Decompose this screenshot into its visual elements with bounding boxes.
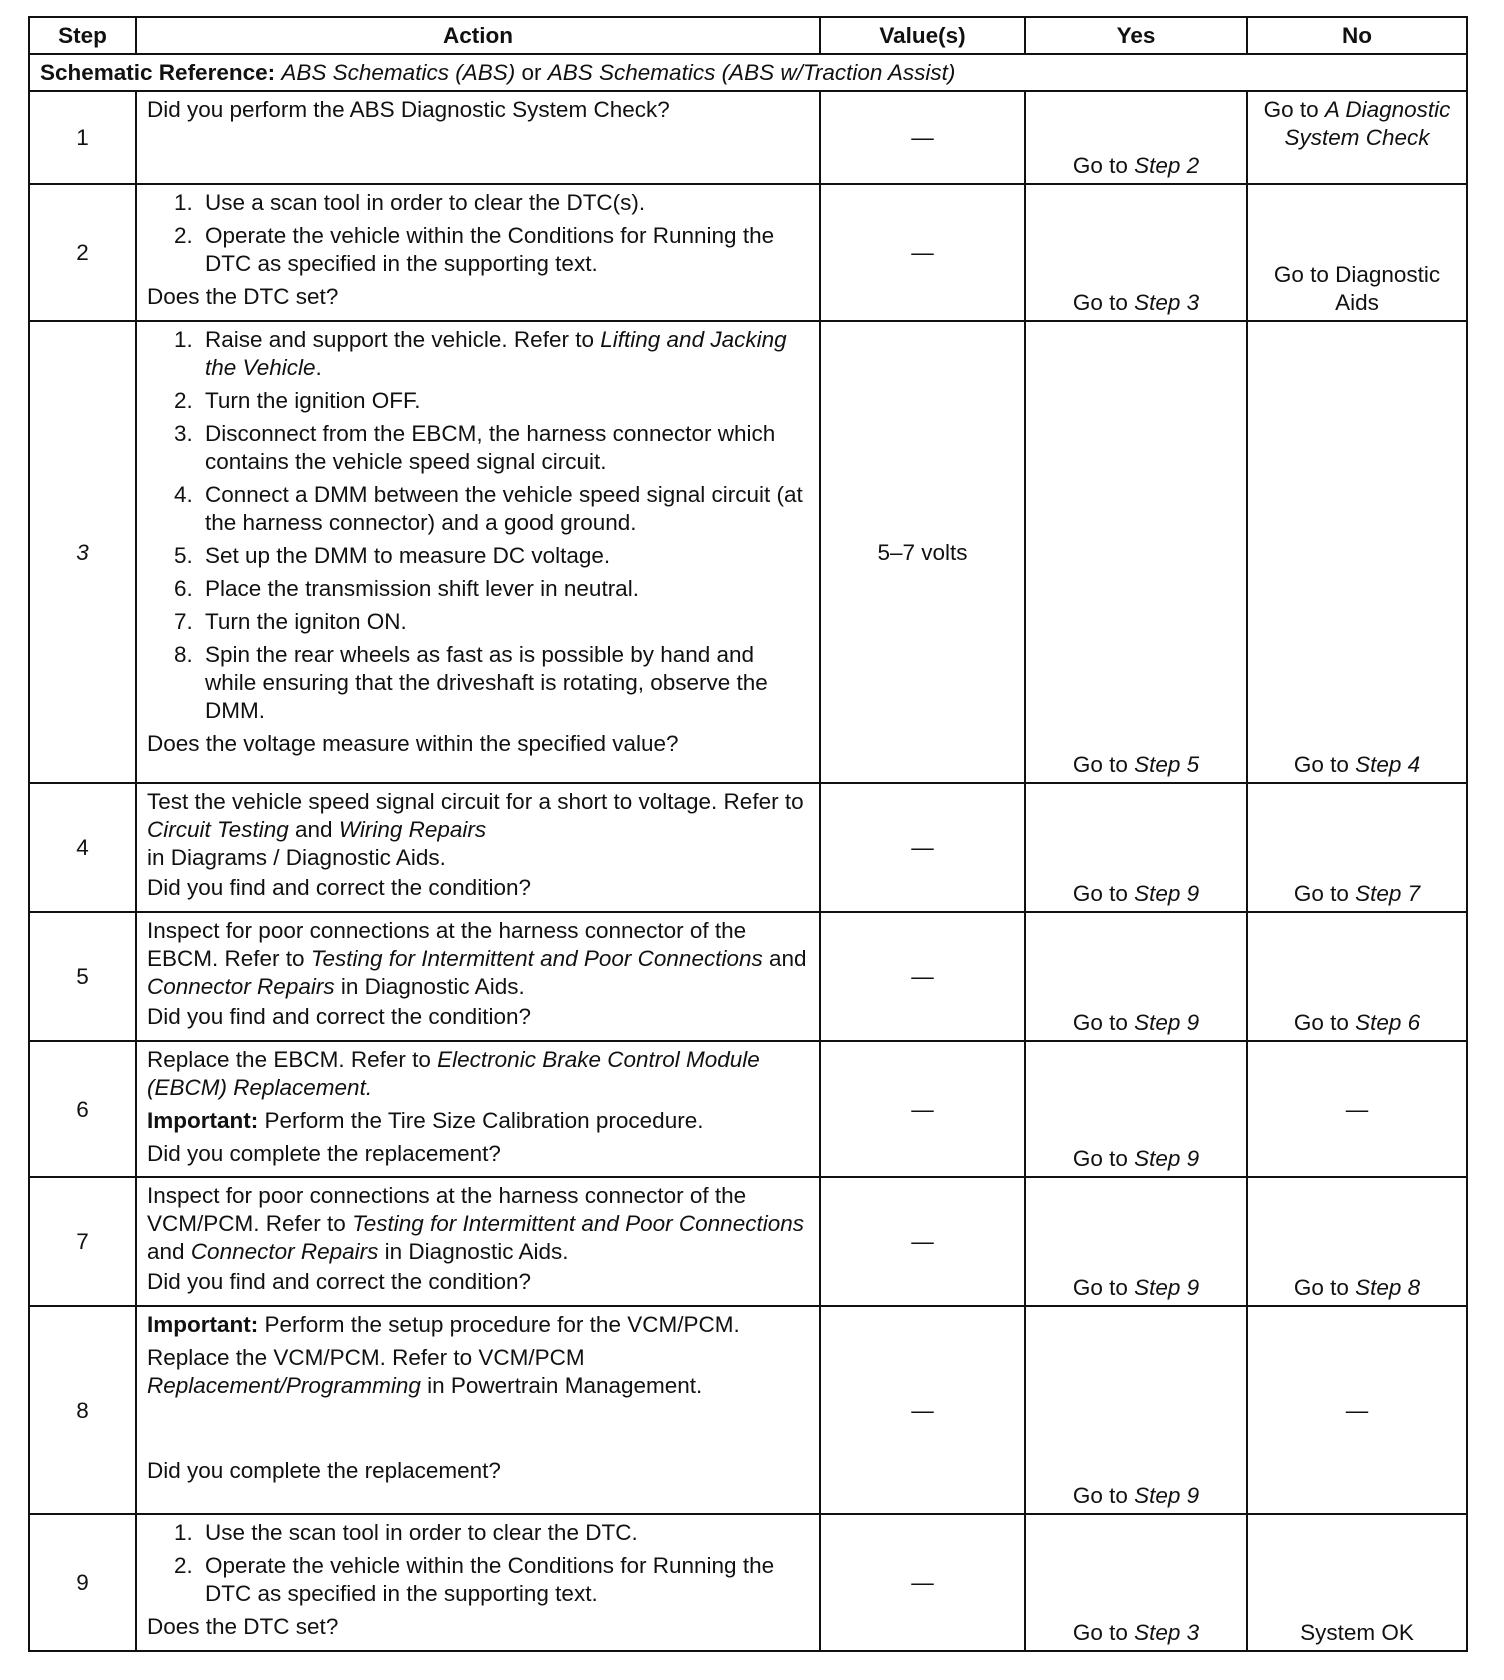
list-item: 1. Use a scan tool in order to clear the DTC(s). [199, 189, 809, 217]
step-number: 8 [29, 1306, 136, 1514]
header-action: Action [136, 17, 820, 54]
action-text: Inspect for poor connections at the harness connector of the EBCM. Refer to [147, 918, 747, 971]
no-link[interactable]: Step 7 [1355, 881, 1421, 906]
step-number: 9 [29, 1514, 136, 1651]
no-cell: System OK [1247, 1514, 1467, 1651]
table-row-step-9 [29, 1514, 1467, 1651]
value-cell: — [820, 912, 1025, 1041]
schematic-or: or [521, 60, 542, 85]
no-cell[interactable]: Go to Diagnostic Aids [1247, 184, 1467, 321]
yes-cell [1025, 1306, 1247, 1514]
action-cell [136, 1177, 820, 1306]
list-item: 7. Turn the igniton ON. [199, 608, 809, 636]
no-cell: — [1247, 1041, 1467, 1177]
important-label: Important: [147, 1108, 259, 1133]
action-text: Replace the VCM/PCM. Refer to VCM/PCM [147, 1345, 585, 1370]
action-paragraph [147, 1046, 809, 1102]
yes-cell [1025, 1514, 1247, 1651]
schematic-reference-row [29, 54, 1467, 91]
yes-goto: Go to [1072, 752, 1128, 777]
action-text: Test the vehicle speed signal circuit for a short to voltage. Refer to [147, 789, 804, 814]
step-number: 5 [29, 912, 136, 1041]
no-cell [1247, 783, 1467, 912]
connector-repairs-link[interactable]: Connector Repairs [147, 974, 335, 999]
table-row-step-5 [29, 912, 1467, 1041]
no-goto: Go to [1293, 752, 1349, 777]
value-cell: — [820, 1306, 1025, 1514]
yes-goto: Go to [1072, 153, 1128, 178]
action-text: in Diagnostic Aids. [384, 1239, 569, 1264]
important-text: Perform the setup procedure for the VCM/PCM. [264, 1312, 740, 1337]
yes-cell [1025, 1041, 1247, 1177]
list-item: 3. Disconnect from the EBCM, the harness connector which contains the vehicle speed signal circuit. [199, 420, 809, 476]
header-step: Step [29, 17, 136, 54]
ebcm-replacement-link[interactable]: Electronic Brake Control Module (EBCM) Replacement. [147, 1047, 760, 1100]
no-cell [1247, 321, 1467, 783]
yes-cell [1025, 91, 1247, 184]
circuit-testing-link[interactable]: Circuit Testing [147, 817, 289, 842]
diagnostic-table [28, 16, 1468, 1652]
important-note [147, 1311, 809, 1339]
step-number: 2 [29, 184, 136, 321]
action-cell [136, 1041, 820, 1177]
step-number: 6 [29, 1041, 136, 1177]
no-link[interactable]: Step 4 [1355, 752, 1421, 777]
yes-link[interactable]: Step 3 [1134, 290, 1200, 315]
action-question: Did you find and correct the condition? [147, 1004, 531, 1029]
yes-link[interactable]: Step 5 [1134, 752, 1200, 777]
list-item: 2. Operate the vehicle within the Conditions for Running the DTC as specified in the supporting text. [199, 1552, 809, 1608]
action-list [147, 189, 809, 278]
yes-link[interactable]: Step 2 [1134, 153, 1200, 178]
list-item: 5. Set up the DMM to measure DC voltage. [199, 542, 809, 570]
vcm-pcm-replacement-link[interactable]: Replacement/Programming [147, 1373, 421, 1398]
action-text: in Diagnostic Aids. [340, 974, 525, 999]
list-item: 4. Connect a DMM between the vehicle speed signal circuit (at the harness connector) and a good ground. [199, 481, 809, 537]
no-cell [1247, 91, 1467, 184]
no-goto: Go to [1263, 97, 1319, 122]
no-link[interactable]: Step 6 [1355, 1010, 1421, 1035]
yes-link[interactable]: Step 3 [1134, 1620, 1200, 1645]
step-number: 4 [29, 783, 136, 912]
important-text: Perform the Tire Size Calibration procedure. [264, 1108, 704, 1133]
no-goto: Go to [1293, 1010, 1349, 1035]
action-and: and [769, 946, 807, 971]
action-question: Did you find and correct the condition? [147, 1269, 531, 1294]
list-item: 8. Spin the rear wheels as fast as is possible by hand and while ensuring that the driveshaft is rotating, observe the DMM. [199, 641, 809, 725]
no-cell: — [1247, 1306, 1467, 1514]
yes-goto: Go to [1072, 881, 1128, 906]
step-number: 1 [29, 91, 136, 184]
action-cell [136, 91, 820, 184]
action-question: Does the voltage measure within the specified value? [147, 731, 679, 756]
yes-cell [1025, 321, 1247, 783]
action-list [147, 326, 809, 725]
no-cell [1247, 912, 1467, 1041]
header-row [29, 17, 1467, 54]
yes-goto: Go to [1072, 1620, 1128, 1645]
no-goto: Go to [1293, 1275, 1349, 1300]
action-and: and [147, 1239, 185, 1264]
yes-link[interactable]: Step 9 [1134, 881, 1200, 906]
list-item: 2. Operate the vehicle within the Conditions for Running the DTC as specified in the supporting text. [199, 222, 809, 278]
table-row-step-7 [29, 1177, 1467, 1306]
value-cell: — [820, 1041, 1025, 1177]
action-question: Does the DTC set? [147, 284, 339, 309]
yes-cell [1025, 1177, 1247, 1306]
yes-link[interactable]: Step 9 [1134, 1275, 1200, 1300]
action-question: Does the DTC set? [147, 1614, 339, 1639]
yes-goto: Go to [1072, 1010, 1128, 1035]
table-row-step-4 [29, 783, 1467, 912]
yes-goto: Go to [1072, 1275, 1128, 1300]
yes-goto: Go to [1072, 1483, 1128, 1508]
list-item: 1. Use the scan tool in order to clear the DTC. [199, 1519, 809, 1547]
yes-link[interactable]: Step 9 [1134, 1010, 1200, 1035]
yes-goto: Go to [1072, 290, 1128, 315]
yes-cell [1025, 783, 1247, 912]
action-text: Replace the EBCM. Refer to [147, 1047, 431, 1072]
action-text: in Diagrams / Diagnostic Aids. [147, 845, 446, 870]
list-item: 6. Place the transmission shift lever in neutral. [199, 575, 809, 603]
schematic-ref-traction[interactable]: ABS Schematics (ABS w/Traction Assist) [547, 60, 956, 85]
schematic-ref-abs[interactable]: ABS Schematics (ABS) [281, 60, 516, 85]
list-item-text: Raise and support the vehicle. Refer to [205, 327, 594, 352]
action-paragraph [147, 1344, 809, 1400]
wiring-repairs-link[interactable]: Wiring Repairs [338, 817, 487, 842]
no-link[interactable]: Step 8 [1355, 1275, 1421, 1300]
table-row-step-6 [29, 1041, 1467, 1177]
action-cell [136, 321, 820, 783]
action-cell [136, 184, 820, 321]
action-text: Inspect for poor connections at the harness connector of the VCM/PCM. Refer to [147, 1183, 747, 1236]
schematic-reference [29, 54, 1467, 91]
value-cell: — [820, 91, 1025, 184]
value-cell: — [820, 783, 1025, 912]
yes-link[interactable]: Step 9 [1134, 1146, 1200, 1171]
action-list [147, 1519, 809, 1608]
table-row-step-2 [29, 184, 1467, 321]
yes-link[interactable]: Step 9 [1134, 1483, 1200, 1508]
intermittent-connections-link[interactable]: Testing for Intermittent and Poor Connections [352, 1211, 804, 1236]
action-and: and [295, 817, 333, 842]
schematic-label: Schematic Reference: [40, 60, 276, 85]
table-row-step-8 [29, 1306, 1467, 1514]
no-cell [1247, 1177, 1467, 1306]
value-cell: — [820, 1177, 1025, 1306]
header-yes: Yes [1025, 17, 1247, 54]
list-item: 2. Turn the ignition OFF. [199, 387, 809, 415]
header-no: No [1247, 17, 1467, 54]
action-cell [136, 783, 820, 912]
no-link[interactable]: A Diagnostic System Check [1284, 97, 1451, 150]
value-cell: — [820, 184, 1025, 321]
value-cell: 5–7 volts [820, 321, 1025, 783]
step-number: 7 [29, 1177, 136, 1306]
yes-cell [1025, 912, 1247, 1041]
action-question: Did you complete the replacement? [147, 1141, 501, 1166]
spacer [147, 1405, 809, 1455]
value-cell: — [820, 1514, 1025, 1651]
action-cell [136, 912, 820, 1041]
table-row-step-1 [29, 91, 1467, 184]
list-item-punct: . [315, 355, 322, 380]
action-cell [136, 1514, 820, 1651]
action-question: Did you perform the ABS Diagnostic System Check? [147, 97, 670, 122]
yes-cell [1025, 184, 1247, 321]
important-label: Important: [147, 1312, 259, 1337]
table-row-step-3 [29, 321, 1467, 783]
action-question: Did you complete the replacement? [147, 1458, 501, 1483]
list-item [199, 326, 809, 382]
no-goto: Go to [1293, 881, 1349, 906]
step-number: 3 [29, 321, 136, 783]
lifting-jacking-link[interactable]: Lifting and Jacking the Vehicle [205, 327, 787, 380]
action-text: in Powertrain Management. [427, 1373, 703, 1398]
connector-repairs-link[interactable]: Connector Repairs [190, 1239, 379, 1264]
yes-goto: Go to [1072, 1146, 1128, 1171]
header-values: Value(s) [820, 17, 1025, 54]
important-note [147, 1107, 809, 1135]
action-cell [136, 1306, 820, 1514]
intermittent-connections-link[interactable]: Testing for Intermittent and Poor Connections [310, 946, 763, 971]
action-question: Did you find and correct the condition? [147, 875, 531, 900]
